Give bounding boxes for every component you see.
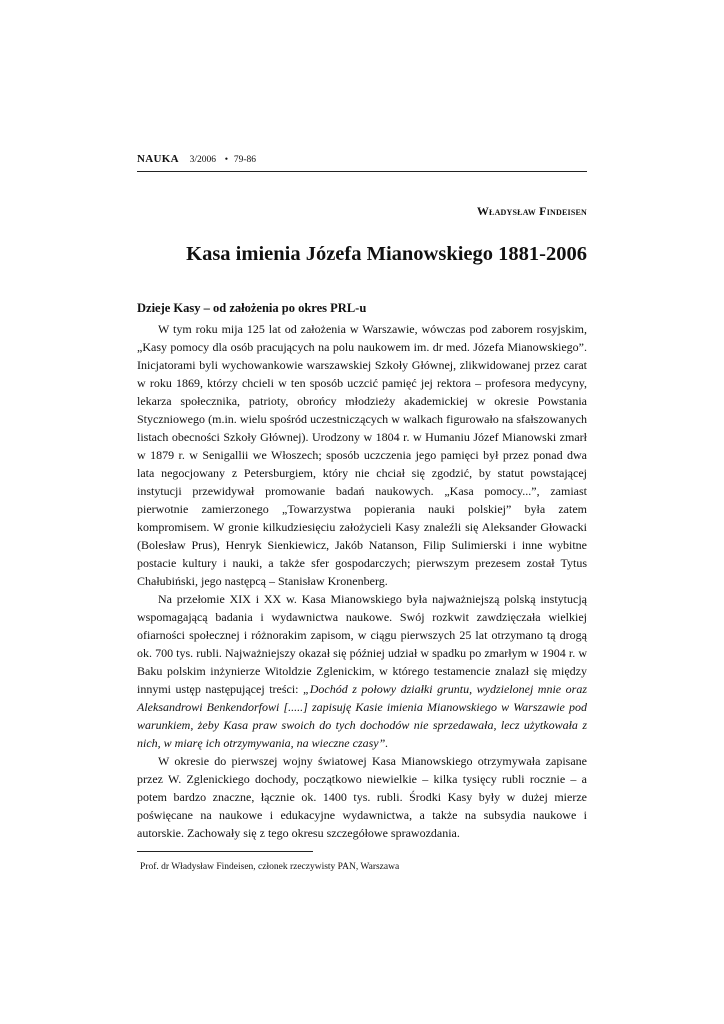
section-heading: Dzieje Kasy – od założenia po okres PRL-u	[137, 301, 367, 315]
paragraph-2	[137, 590, 587, 752]
article-title: Kasa imienia Józefa Mianowskiego 1881-2006	[186, 243, 587, 265]
page-range: 79-86	[233, 155, 256, 165]
testament-quote: „Dochód z połowy działki gruntu, wydzielonej mnie oraz Aleksandrowi Benkendorfowi [.....] zapisuję Kasie imienia Mianowskiego w Warszawie pod warunkiem, żeby Kasa praw swoich do tych dochodów nie sprzedawała, lecz użytkowała z nich, w miarę ich otrzymywania, na wieczne czasy”.	[137, 682, 587, 750]
footnote: Prof. dr Władysław Findeisen, członek rzeczywisty PAN, Warszawa	[140, 862, 400, 872]
journal-name: NAUKA	[137, 153, 179, 165]
paragraph-2-text: Na przełomie XIX i XX w. Kasa Mianowskiego była najważniejszą polską instytucją wspomagającą badania i wydawnictwa naukowe. Swój rozkwit zawdzięczała wielkiej ofiarności społecznej i różnorakim zapisom, w ciągu pierwszych 25 lat otrzymano tą drogą ok. 700 tys. rubli. Najważniejszy okazał się później udział w spadku po zmarłym w 1904 r. w Baku polskim inżynierze Witoldzie Zglenickim, w którego testamencie znalazł się między innymi ustęp następującej treści:	[137, 592, 587, 696]
running-header	[137, 152, 587, 172]
paragraph-1: W tym roku mija 125 lat od założenia w Warszawie, wówczas pod zaborem rosyjskim, „Kasy pomocy dla osób pracujących na polu naukowem im. dr med. Józefa Mianowskiego”. Inicjatorami byli wychowankowie warszawskiej Szkoły Głównej, zlikwidowanej przez carat w roku 1869, którzy chcieli w ten sposób uczcić pamięć jej rektora – profesora medycyny, lekarza społecznika, patrioty, obrońcy młodzieży akademickiej w okresie Powstania Styczniowego (m.in. wielu spośród uczestniczących w walkach figurowało na sfałszowanych listach obecności Szkoły Głównej). Urodzony w 1804 r. w Humaniu Józef Mianowski zmarł w 1879 r. w Senigallii we Włoszech; sposób uczczenia jego pamięci był przez ponad dwa lata negocjowany z Petersburgiem, który nie chciał się zgodzić, by statut powstającej instytucji przewidywał promowanie badań naukowych. „Kasa pomocy...”, zamiast pierwotnie zamierzonego „Towarzystwa popierania nauki polskiej” była zatem kompromisem. W gronie kilkudziesięciu założycieli Kasy znaleźli się Aleksander Głowacki (Bolesław Prus), Henryk Sienkiewicz, Jakób Natanson, Filip Sulimierski i inne wybitne postacie kultury i nauki, a także sfer gospodarczych; pierwszym prezesem został Tytus Chałubiński, jego następcą – Stanisław Kronenberg.	[137, 322, 587, 588]
article-page	[137, 152, 587, 873]
footnote-divider	[137, 851, 313, 852]
author-name: Władysław Findeisen	[476, 204, 587, 218]
issue-number: 3/2006	[189, 155, 216, 165]
article-body	[137, 320, 587, 842]
header-bullet: •	[224, 155, 229, 165]
paragraph-3: W okresie do pierwszej wojny światowej Kasa Mianowskiego otrzymywała zapisane przez W. Zglenickiego dochody, początkowo niewielkie – kilka tysięcy rubli rocznie – a potem bardzo znaczne, łącznie ok. 1400 tys. rubli. Środki Kasy były w dużej mierze poświęcane na naukowe i edukacyjne wydawnictwa, a także na subsydia naukowe i autorskie. Zachowały się z tego okresu szczegółowe sprawozdania.	[137, 754, 587, 840]
